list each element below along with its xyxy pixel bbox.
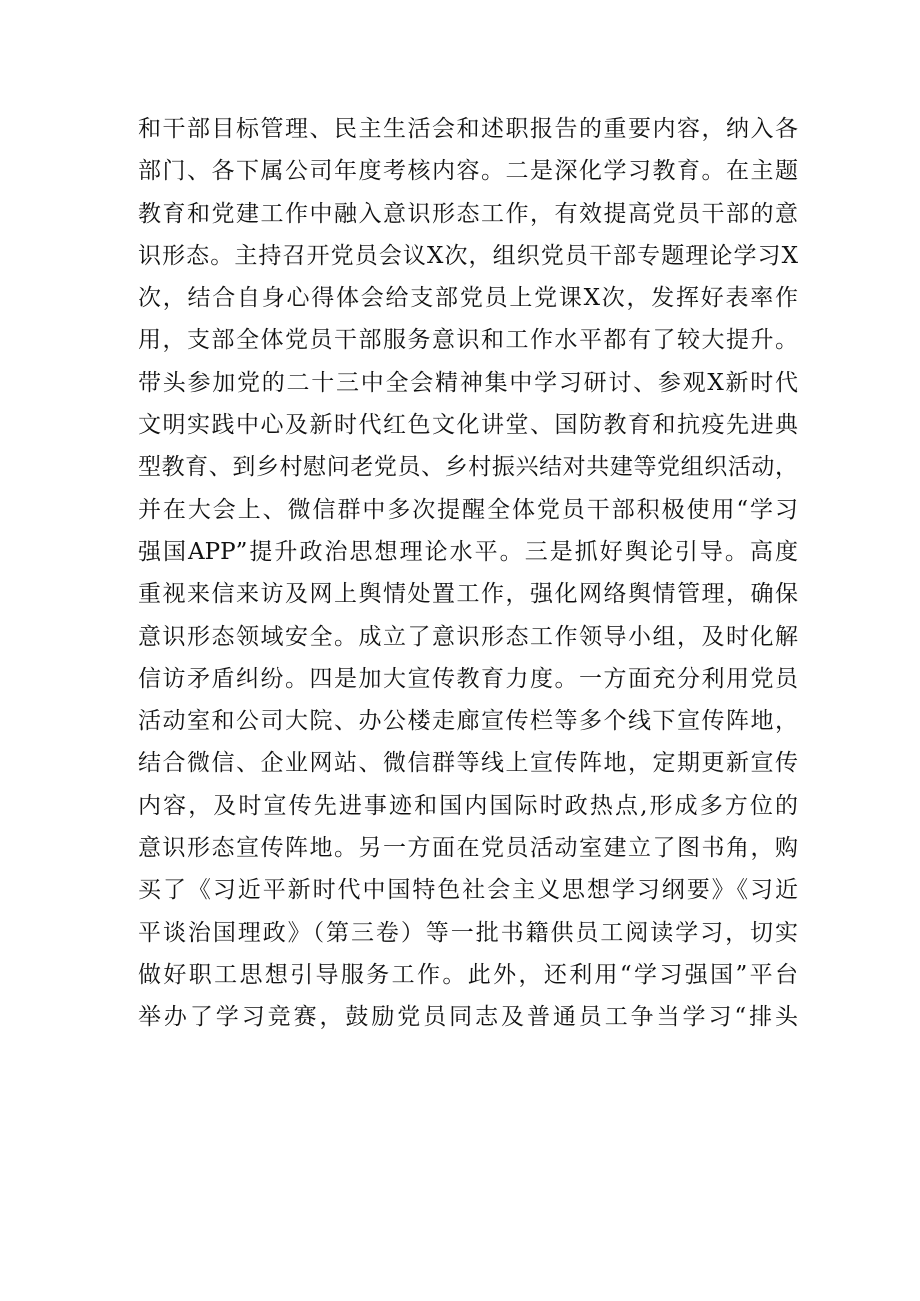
text-line: 并在大会上、微信群中多次提醒全体党员干部积极使用“学习	[138, 496, 798, 523]
text-line: 内容，及时宣传先进事迹和国内国际时政热点,形成多方位的	[138, 792, 798, 819]
text-line: 买了《习近平新时代中国特色社会主义思想学习纲要》《习近	[138, 877, 798, 904]
text-line: 和干部目标管理、民主生活会和述职报告的重要内容，纳入各	[138, 116, 798, 142]
text-line: 做好职工思想引导服务工作。此外，还利用“学习强国”平台	[138, 961, 798, 988]
text-line: 部门、各下属公司年度考核内容。二是深化学习教育。在主题	[138, 158, 798, 185]
text-line: 意识形态领域安全。成立了意识形态工作领导小组，及时化解	[138, 623, 798, 650]
text-line: 活动室和公司大院、办公楼走廊宣传栏等多个线下宣传阵地，	[138, 708, 798, 735]
text-line: 带头参加党的二十三中全会精神集中学习研讨、参观X新时代	[138, 369, 798, 396]
text-line: 信访矛盾纠纷。四是加大宣传教育力度。一方面充分利用党员	[138, 665, 798, 692]
text-line: 教育和党建工作中融入意识形态工作，有效提高党员干部的意	[138, 200, 798, 227]
text-line: 次，结合自身心得体会给支部党员上党课X次，发挥好表率作	[138, 285, 798, 312]
text-line: 平谈治国理政》（第三卷）等一批书籍供员工阅读学习，切实	[138, 919, 798, 946]
text-line: 强国APP”提升政治思想理论水平。三是抓好舆论引导。高度	[138, 538, 798, 565]
text-line: 识形态。主持召开党员会议X次，组织党员干部专题理论学习X	[138, 242, 798, 269]
text-line: 重视来信来访及网上舆情处置工作，强化网络舆情管理，确保	[138, 581, 798, 608]
text-line: 型教育、到乡村慰问老党员、乡村振兴结对共建等党组织活动，	[138, 454, 798, 481]
text-line: 举办了学习竞赛，鼓励党员同志及普通员工争当学习“排头	[138, 1004, 798, 1031]
text-line: 用，支部全体党员干部服务意识和工作水平都有了较大提升。	[138, 327, 798, 354]
body-text	[138, 108, 798, 1039]
text-line: 意识形态宣传阵地。另一方面在党员活动室建立了图书角，购	[138, 835, 798, 862]
text-line: 结合微信、企业网站、微信群等线上宣传阵地，定期更新宣传	[138, 750, 798, 777]
text-line: 文明实践中心及新时代红色文化讲堂、国防教育和抗疫先进典	[138, 412, 798, 439]
